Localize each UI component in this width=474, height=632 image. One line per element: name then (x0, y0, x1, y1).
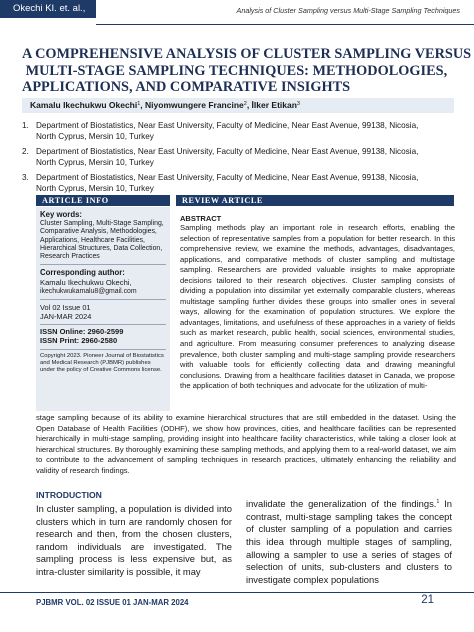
affiliation-text: Department of Biostatistics, Near East University, Faculty of Medicine, Near East Avenue, 99138, Nicosia, North Cyprus, Mersin 10, Turkey (36, 147, 419, 167)
introduction-heading: INTRODUCTION (36, 490, 102, 500)
review-article-heading: REVIEW ARTICLE (176, 195, 454, 206)
keywords-text: Cluster Sampling, Multi-Stage Sampling, Comparative Analysis, Methodologies, Applications, Healthcare Facilities, Hierarchical Structures, Data Collection, Research Practices (40, 220, 164, 261)
intro-text: invalidate the generalization of the findings. (246, 498, 437, 510)
corresponding-name: Kamalu Ikechukwu Okechi, (40, 278, 132, 288)
copyright-notice: Copyright 2023. Pioneer Journal of Biostatistics and Medical Research (PJBMR) publishes under the policy of Creative Commons license. (40, 352, 164, 373)
author-sup: 1 (137, 101, 141, 107)
divider (40, 264, 166, 265)
issue-date: JAN-MAR 2024 (40, 312, 92, 322)
author-sup: 2 (243, 101, 247, 107)
affiliation-number: 3. (22, 173, 29, 182)
author-sup: 3 (296, 101, 300, 107)
affiliations (22, 120, 454, 198)
authors-bar (22, 98, 454, 113)
divider (40, 299, 166, 300)
page-header (0, 0, 474, 32)
introduction-right-column (246, 496, 452, 586)
affiliation-item (22, 172, 454, 194)
title-line: A COMPREHENSIVE ANALYSIS OF CLUSTER SAMPLING VERSUS (22, 46, 472, 62)
footer-rule (0, 592, 474, 593)
author-name: İlker Etikan (251, 100, 297, 110)
affiliation-text: Department of Biostatistics, Near East University, Faculty of Medicine, Near East Avenue, 99138, Nicosia, North Cyprus, Mersin 10, Turkey (36, 121, 419, 141)
intro-text: In contrast, multi-stage sampling takes the concept of cluster sampling of a population and carries this idea through multiple stages of sampling, allowing a sampler to use a series of stages of selection of units, sub-clusters and clusters to investigate complex populations (246, 498, 452, 585)
corresponding-email[interactable]: ikechukwukamalu8@gmail.com (40, 287, 137, 295)
introduction-left-column: In cluster sampling, a population is divided into clusters which in turn are randomly chosen for research and then, from the chosen clusters, random individuals are investigated. The sampling process is less expensive but, as intra-cluster similarity is possible, it may (36, 503, 232, 577)
issn-online: ISSN Online: 2960-2599 (40, 327, 124, 337)
header-author-tab (0, 0, 96, 18)
author-name: Niyomwungere Francine (145, 100, 244, 110)
affiliation-item (22, 146, 454, 168)
affiliation-number: 2. (22, 147, 29, 156)
abstract-text: Sampling methods play an important role in research efforts, enabling the selection of representative samples from a population for better research. In this comprehensive review, we examine the methods, advantages, disadvantages, applications, and comparative methods of cluster sampling and multistage sampling. Researchers are provided valuable insights to make appropriate decisions tailored to their research objectives. Cluster sampling consists of dividing a population into dissimilar yet externally comparable clusters, whereas multistage sampling further divides these groups into smaller ones in several ways, allowing for the examination of population structures. We explore the advantages, limitations, and usefulness of these approaches in a variety of fields such as market research, public health, social sciences, environmental studies, and agriculture. From measuring consumer preferences to analyzing disease prevalence, both cluster sampling and multi-stage sampling provide researchers with valuable tools for efficiently collecting data and drawing meaningful conclusions. Drawing from a healthcare facilities dataset in Canada, we propose the application of both techniques and advocate for the utilization of multi- (180, 223, 455, 391)
divider (40, 349, 166, 350)
footer-journal: PJBMR VOL. 02 ISSUE 01 JAN-MAR 2024 (36, 598, 189, 607)
article-title (22, 46, 472, 96)
divider (40, 324, 166, 325)
citation-sup: 1 (436, 499, 440, 505)
running-title: Analysis of Cluster Sampling versus Multi-Stage Sampling Techniques (236, 6, 460, 15)
article-info-panel (36, 207, 170, 411)
header-author: Okechi KI. et. al., (13, 3, 86, 14)
affiliation-item (22, 120, 454, 142)
title-line: APPLICATIONS, AND COMPARATIVE INSIGHTS (22, 79, 351, 95)
corresponding-label: Corresponding author: (40, 268, 125, 278)
title-line: MULTI-STAGE SAMPLING TECHNIQUES: METHODOLOGIES, (22, 62, 448, 79)
issn-print: ISSN Print: 2960-2580 (40, 336, 118, 346)
article-info-heading: ARTICLE INFO (36, 195, 170, 206)
abstract-text-continued: stage sampling because of its ability to examine hierarchical structures that are still embedded in the dataset. Using the Open Database of Health Facilities (ODHF), we show how provinces, cities, and healthcare facilities can be represented hierarchically in multi-stage sampling, providing insight into healthcare facility characteristics, while taking a closer look at hierarchical structures. By thoroughly examining these sampling methods, and applying them to a real-world dataset, we aim to contribute to the advancement of sampling techniques in research practices, ultimately enhancing the reliability and validity of research findings. (36, 413, 456, 475)
author-list: Kamalu Ikechukwu Okechi$^1$, Niyomwungere Francine$^2$, İlker Etikan$^3$ (30, 100, 300, 110)
volume-issue: Vol 02 Issue 01 (40, 303, 91, 313)
page-number: 21 (421, 594, 434, 606)
keywords-label: Key words: (40, 210, 83, 219)
abstract-label: ABSTRACT (180, 214, 222, 223)
affiliation-number: 1. (22, 121, 29, 130)
header-rule (96, 24, 474, 25)
author-name: Kamalu Ikechukwu Okechi (30, 100, 138, 110)
affiliation-text: Department of Biostatistics, Near East University, Faculty of Medicine, Near East Avenue, 99138, Nicosia, North Cyprus, Mersin 10, Turkey (36, 173, 419, 193)
